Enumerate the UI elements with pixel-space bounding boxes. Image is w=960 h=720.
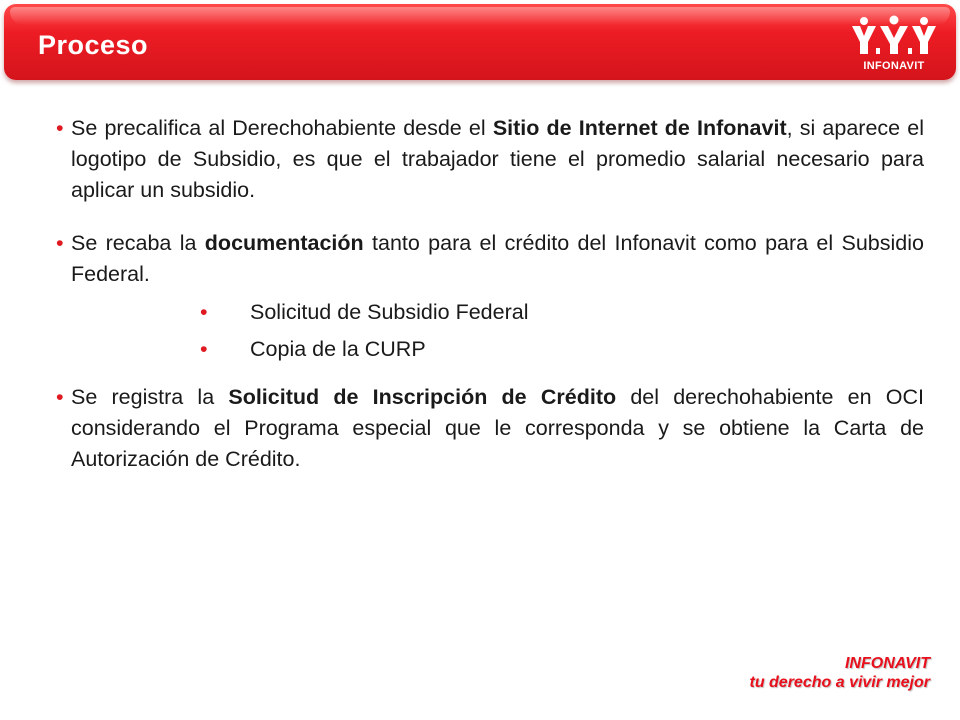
- footer-slogan: [749, 654, 930, 692]
- sub-bullet-dot-icon: •: [200, 337, 208, 361]
- subitem-label: Solicitud de Subsidio Federal: [250, 300, 529, 324]
- infonavit-logo-icon: [846, 14, 942, 60]
- bullet2-text-2: tanto para el crédito del Infonavit como para el Subsidio Federal.: [71, 231, 924, 286]
- bullet3-text-1: Se registra la: [71, 385, 229, 409]
- header-gloss: [10, 7, 950, 25]
- list-item: [56, 294, 924, 331]
- bullet1-text-1: Se precalifica al Derechohabiente desde el: [71, 116, 493, 140]
- footer-brand: INFONAVIT: [844, 655, 930, 672]
- sub-bullet-dot-icon: •: [200, 300, 208, 324]
- page-title: Proceso: [38, 30, 149, 60]
- documents-sublist: [56, 294, 924, 368]
- bullet-precalifica: [56, 113, 924, 206]
- bullet3-bold: Solicitud de Inscripción de Crédito: [228, 385, 617, 409]
- bullet1-bold: Sitio de Internet de Infonavit: [492, 116, 787, 140]
- bullet1-text-2: , si aparece el logotipo de Subsidio, es que el trabajador tiene el promedio salarial necesario para aplicar un subsidio.: [71, 116, 924, 202]
- bullet-dot-icon: •: [56, 385, 64, 409]
- infonavit-logo: [846, 14, 942, 80]
- header-bar: [4, 4, 956, 80]
- bullet2-text-1: Se recaba la: [71, 231, 205, 255]
- slide-content: [56, 113, 924, 475]
- list-item: [56, 331, 924, 368]
- subitem-label: Copia de la CURP: [250, 337, 426, 361]
- bullet-registro: [56, 382, 924, 475]
- bullet-documentacion: [56, 228, 924, 290]
- bullet2-bold: documentación: [204, 231, 364, 255]
- logo-text: INFONAVIT: [863, 60, 925, 72]
- bullet3-text-2: del derechohabiente en OCI considerando el Programa especial que le corresponda y se obtiene la Carta de Autorización de Crédito.: [71, 385, 924, 471]
- bullet-dot-icon: •: [56, 116, 64, 140]
- bullet-dot-icon: •: [56, 231, 64, 255]
- footer-tagline: tu derecho a vivir mejor: [749, 674, 930, 691]
